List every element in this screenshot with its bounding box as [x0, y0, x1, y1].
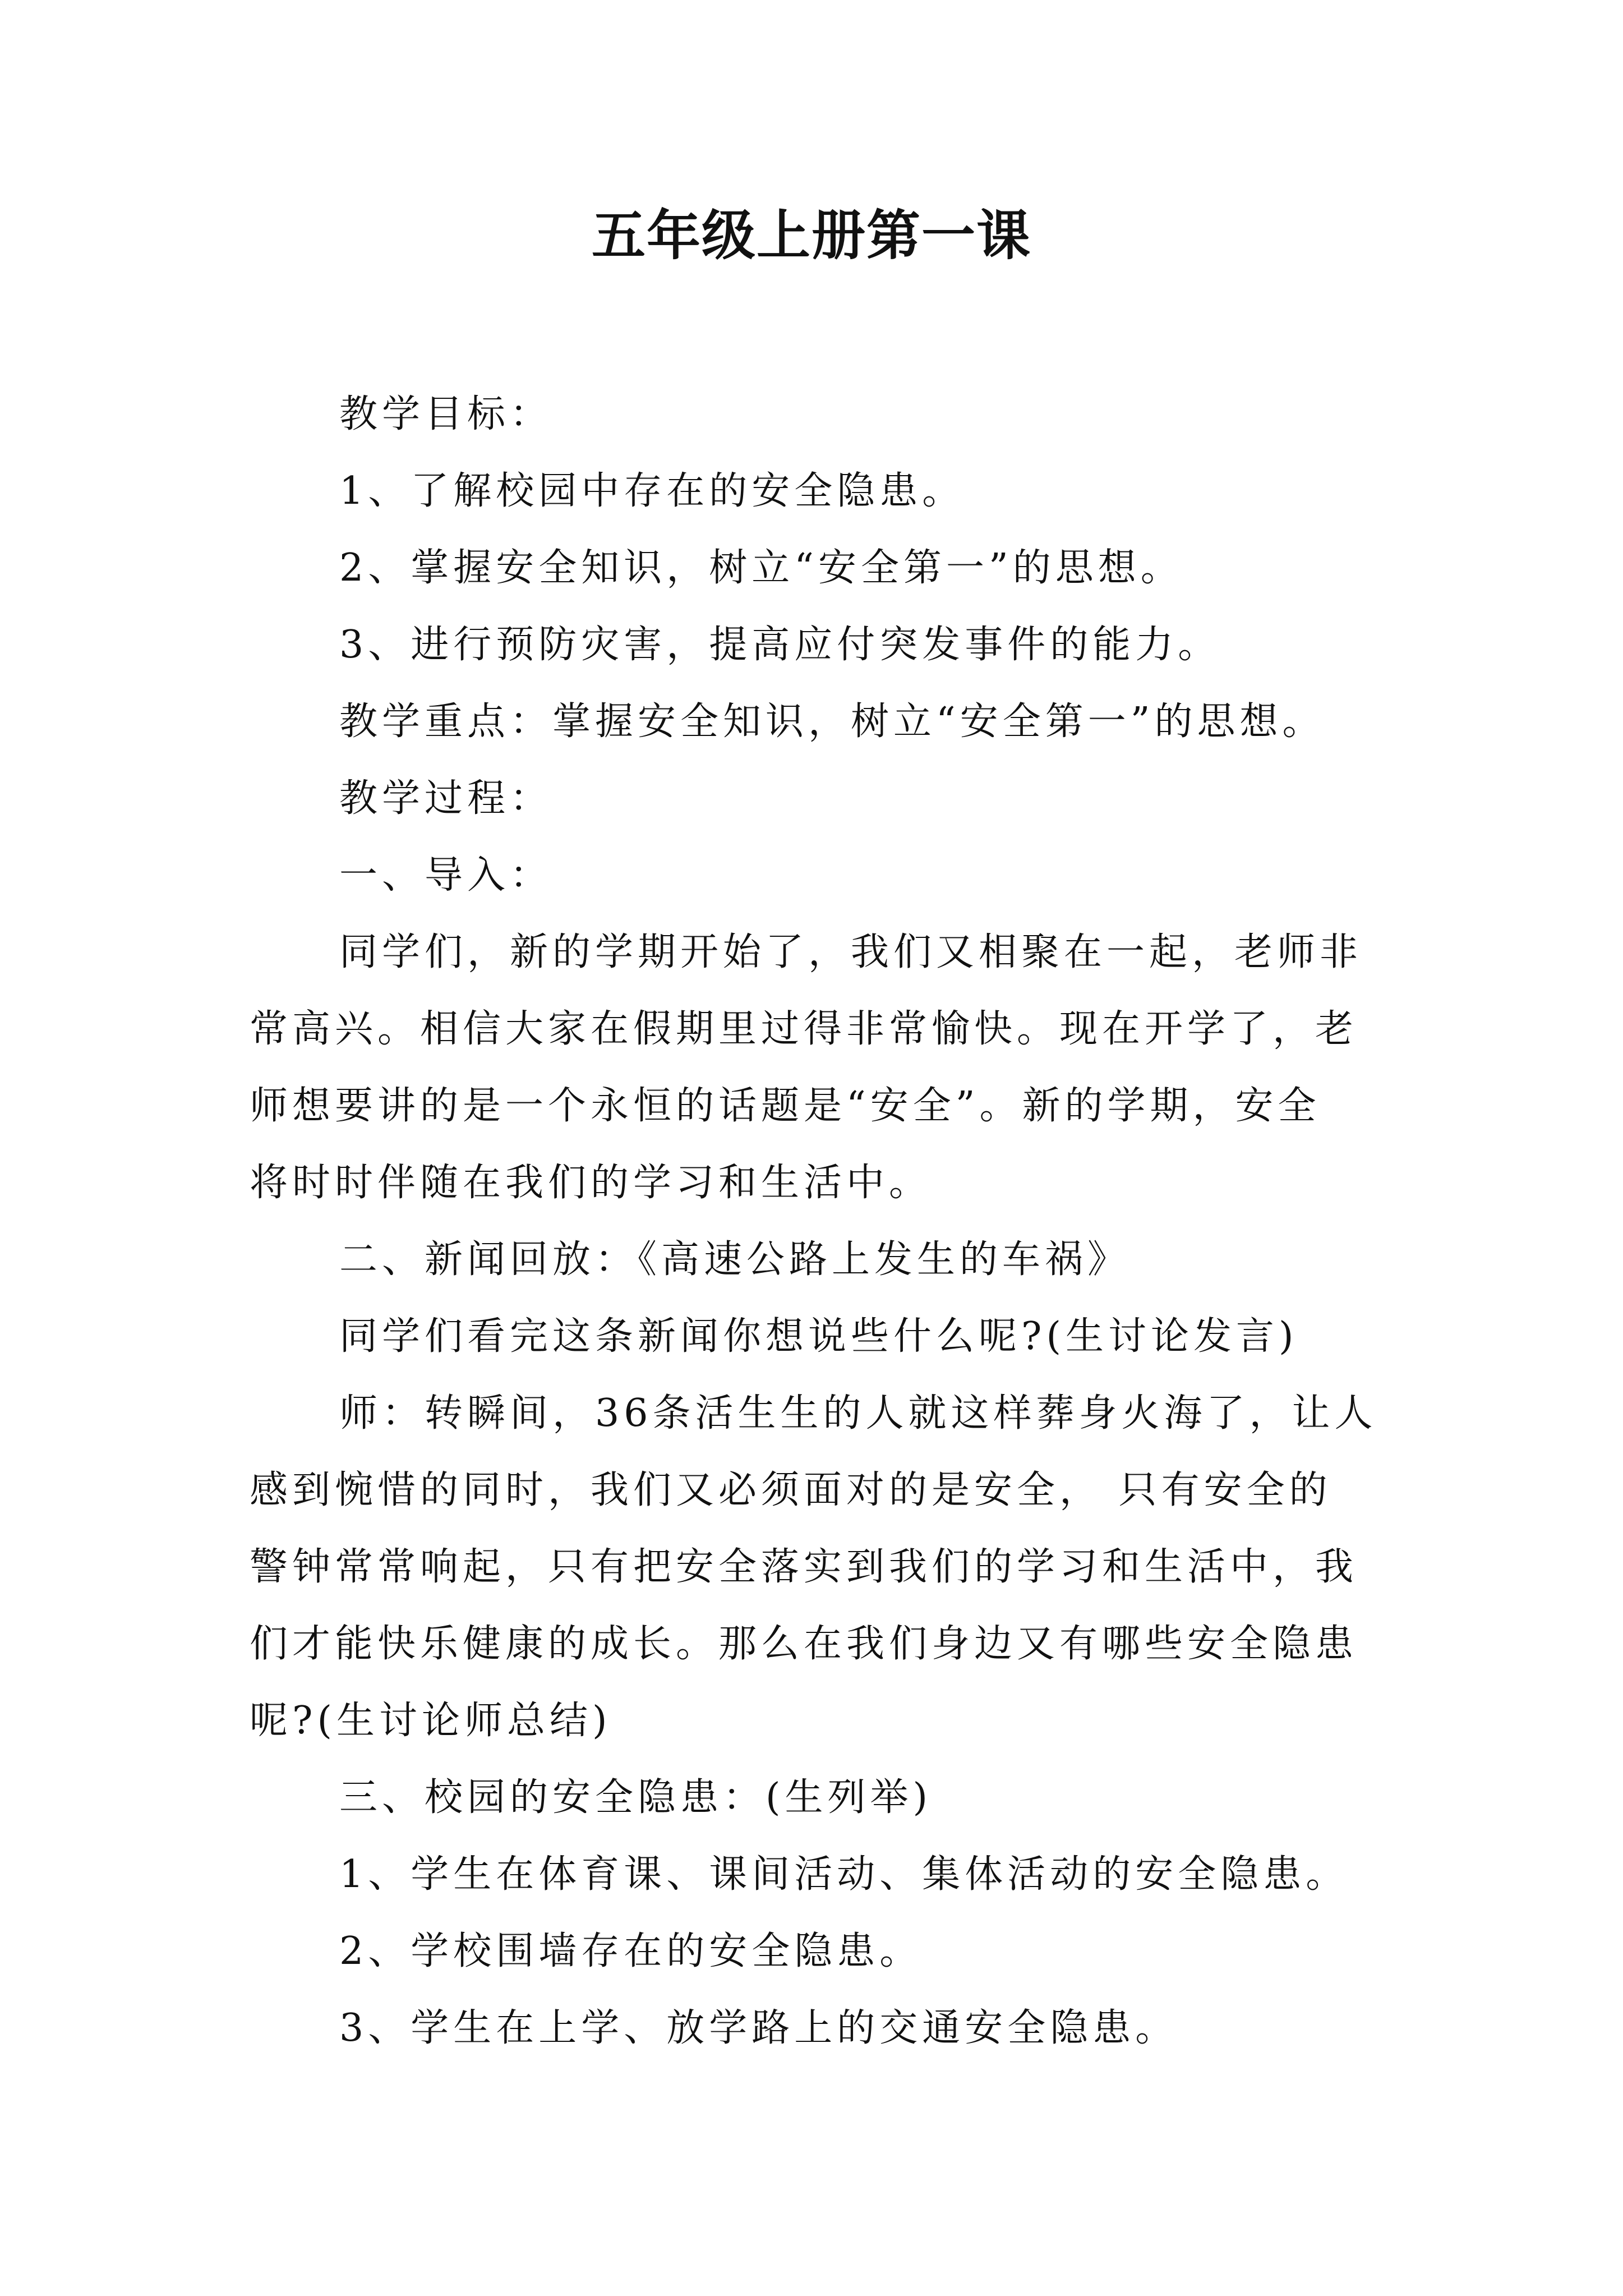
paragraph-line: 师：转瞬间，36条活生生的人就这样葬身火海了，让人: [339, 1391, 1377, 1435]
paragraph-line: 1、学生在体育课、课间活动、集体活动的安全隐患。: [339, 1852, 1349, 1897]
paragraph-line: 3、进行预防灾害，提高应付突发事件的能力。: [339, 623, 1221, 667]
paragraph-line: 三、校园的安全隐患：(生列举): [339, 1775, 933, 1820]
paragraph-line: 教学重点：掌握安全知识，树立“安全第一”的思想。: [339, 700, 1325, 744]
paragraph-line: 同学们，新的学期开始了，我们又相聚在一起，老师非: [339, 930, 1363, 974]
paragraph-line: 呢?(生讨论师总结): [250, 1699, 612, 1743]
paragraph-line: 感到惋惜的同时，我们又必须面对的是安全， 只有安全的: [250, 1468, 1332, 1512]
paragraph-line: 将时时伴随在我们的学习和生活中。: [250, 1161, 932, 1205]
paragraph-line: 师想要讲的是一个永恒的话题是“安全”。新的学期，安全: [250, 1084, 1321, 1128]
paragraph-line: 1、了解校园中存在的安全隐患。: [339, 469, 965, 513]
document-body: [250, 376, 1405, 2067]
paragraph-line: 常高兴。相信大家在假期里过得非常愉快。现在开学了，老: [250, 1007, 1358, 1051]
document-title: 五年级上册第一课: [592, 204, 1031, 267]
paragraph-line: 警钟常常响起，只有把安全落实到我们的学习和生活中，我: [250, 1545, 1358, 1589]
paragraph-line: 教学过程：: [339, 776, 553, 821]
paragraph-line: 2、掌握安全知识，树立“安全第一”的思想。: [339, 546, 1183, 590]
paragraph-line: 们才能快乐健康的成长。那么在我们身边又有哪些安全隐患: [250, 1622, 1358, 1666]
paragraph-line: 一、导入：: [339, 853, 553, 898]
paragraph-line: 二、新闻回放：《高速公路上发生的车祸》: [339, 1237, 1131, 1282]
paragraph-line: 3、学生在上学、放学路上的交通安全隐患。: [339, 2006, 1178, 2050]
paragraph-line: 同学们看完这条新闻你想说些什么呢?(生讨论发言): [339, 1314, 1298, 1359]
paragraph-line: 2、学校围墙存在的安全隐患。: [339, 1929, 923, 1973]
paragraph-line: 教学目标：: [339, 392, 553, 436]
